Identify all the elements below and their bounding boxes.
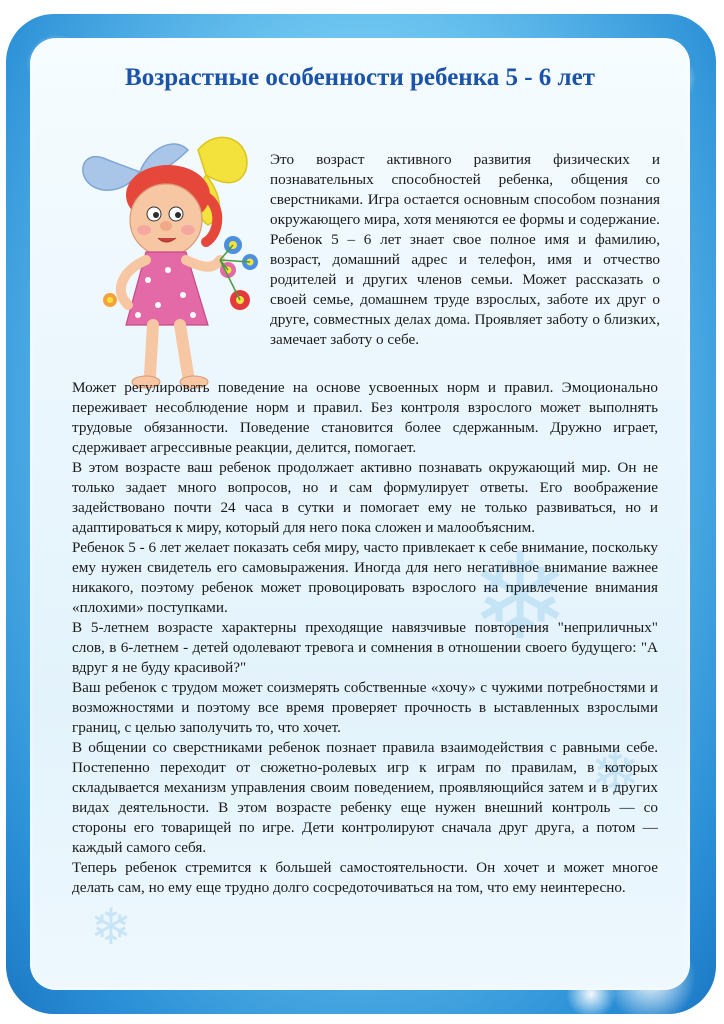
page-title: Возрастные особенности ребенка 5 - 6 лет — [125, 64, 595, 91]
body-paragraph: В 5-летнем возрасте характерны преходящие навязчивые повторения "неприличных" слов, в 6-летнем - детей одолевают тревога и сомнения в отношении своего будущего: "А вдруг я не буду красивой?" — [72, 619, 658, 676]
body-paragraph: Теперь ребенок стремится к большей самостоятельности. Он хочет и может многое делать сам, но ему еще трудно долго сосредоточиваться на том, что ему неинтересно. — [72, 859, 658, 896]
intro-text-block — [270, 150, 660, 350]
girl-illustration — [68, 120, 268, 400]
body-paragraph: В общении со сверстниками ребенок познает правила взаимодействия с равными себе. Постепенно переходит от сюжетно-ролевых игр к играм по правилам, в которых складывается механизм управления своим поведением, проявляющийся затем и в других видах деятельности. В этом возрасте ребенку еще нужен внешний контроль — со стороны его товарищей по игре. Дети контролируют сначала друг друга, а потом — каждый самого себя. — [72, 739, 658, 856]
body-paragraph: Ребенок 5 - 6 лет желает показать себя миру, часто привлекает к себе внимание, поскольку ему нужен свидетель его самовыражения. Иногда для него негативное внимание важнее никакого, поэтому ребенок может провоцировать взрослого на привлечение внимания «плохими» поступками. — [72, 539, 658, 616]
intro-paragraph: Это возраст активного развития физических и познавательных способностей ребенка, общения со сверстниками. Игра остается основным способом познания окружающего мира, хотя меняются ее формы и содержание. — [270, 151, 660, 228]
snowflake-icon: ❄ — [590, 738, 641, 808]
snowflake-icon: ❄ — [470, 528, 571, 667]
body-paragraph: Ваш ребенок с трудом может соизмерять собственные «хочу» с чужими потребностями и возможностями и поэтому все время проверяет прочность в ыставленных взрослыми границ, с целью заполучить то, что хочет. — [72, 679, 658, 736]
intro-paragraph: Ребенок 5 – 6 лет знает свое полное имя и фамилию, возраст, домашний адрес и телефон, имя и отчество родителей и других членов семьи. Может рассказать о своей семье, домашнем труде взрослых, заботе их друг о друге, совместных делах дома. Проявляет заботу о близких, замечает заботу о себе. — [270, 231, 660, 348]
flower-icon — [103, 293, 117, 307]
main-text-block — [72, 378, 658, 898]
content-panel — [30, 38, 690, 990]
body-paragraph: Может регулировать поведение на основе усвоенных норм и правил. Эмоционально переживает несоблюдение норм и правил. Без контроля взрослого может выполнять трудовые обязанности. Поведение становится более сдержанным. Дружно играет, сдерживает агрессивные реакции, делится, помогает. — [72, 379, 658, 456]
snowflake-icon: ❄ — [90, 898, 132, 956]
body-paragraph: В этом возрасте ваш ребенок продолжает активно познавать окружающий мир. Он не только задает много вопросов, но и сам формулирует ответы. Его воображение задействовано почти 24 часа в сутки и помогает ему не только развиваться, но и адаптироваться к миру, который для него пока сложен и малообъясним. — [72, 459, 658, 536]
